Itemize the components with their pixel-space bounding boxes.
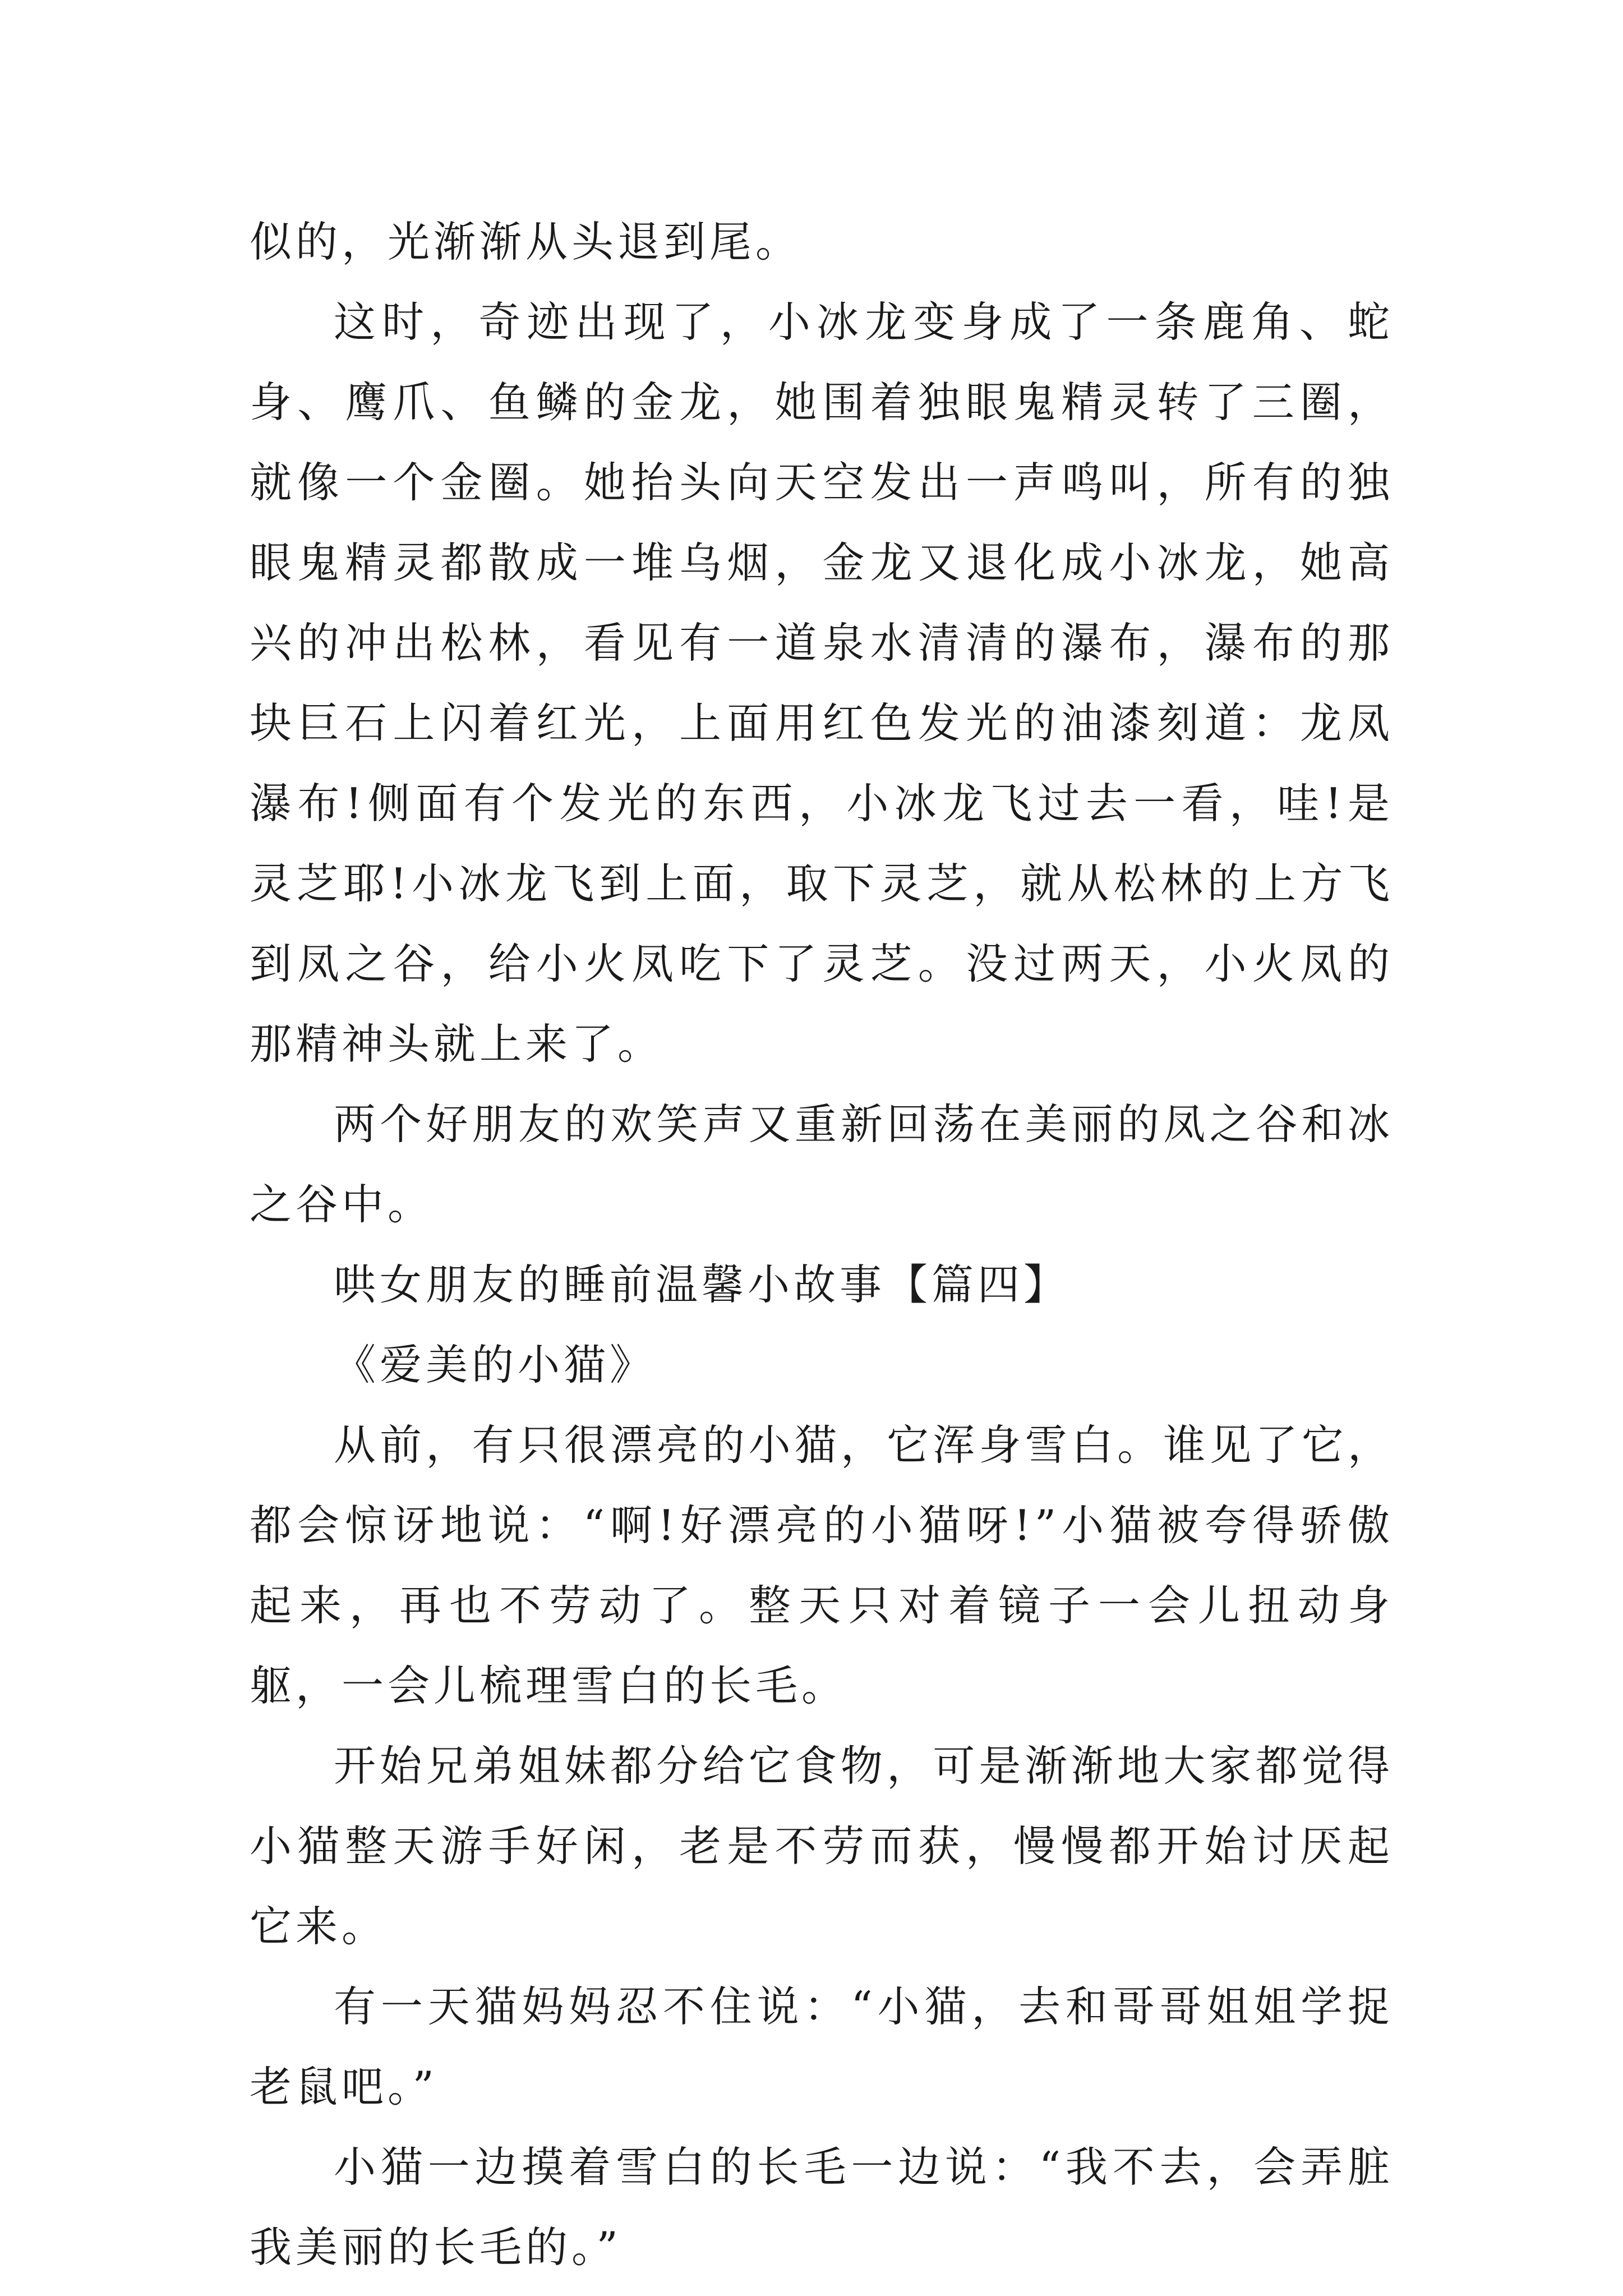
paragraph-siblings: 开始兄弟姐妹都分给它食物，可是渐渐地大家都觉得小猫整天游手好闲，老是不劳而获，慢慢都开始讨厌起它来。	[250, 1741, 1394, 1951]
story-title: 《爱美的小猫》	[334, 1340, 656, 1389]
paragraph-pretty-cat: 从前，有只很漂亮的小猫，它浑身雪白。谁见了它，都会惊讶地说：“啊!好漂亮的小猫呀!”小猫被夸得骄傲起来，再也不劳动了。整天只对着镜子一会儿扭动身躯，一会儿梳理雪白的长毛。	[250, 1420, 1394, 1710]
paragraph-cat-refuses: 小猫一边摸着雪白的长毛一边说：“我不去，会弄脏我美丽的长毛的。”	[250, 2142, 1394, 2272]
paragraph-golden-dragon: 这时，奇迹出现了，小冰龙变身成了一条鹿角、蛇身、鹰爪、鱼鳞的金龙，她围着独眼鬼精灵转了三圈，就像一个金圈。她抬头向天空发出一声鸣叫，所有的独眼鬼精灵都散成一堆乌烟，金龙又退化成小冰龙，她高兴的冲出松林，看见有一道泉水清清的瀑布，瀑布的那块巨石上闪着红光，上面用红色发光的油漆刻道：龙凤瀑布!侧面有个发光的东西，小冰龙飞过去一看，哇!是灵芝耶!小冰龙飞到上面，取下灵芝，就从松林的上方飞到凤之谷，给小火凤吃下了灵芝。没过两天，小火凤的那精神头就上来了。	[250, 297, 1394, 1069]
paragraph-continuation: 似的，光渐渐从头退到尾。	[250, 217, 802, 266]
paragraph-mother-cat: 有一天猫妈妈忍不住说：“小猫，去和哥哥姐姐学捉老鼠吧。”	[250, 1982, 1394, 2111]
body-text	[250, 202, 1394, 2288]
section-heading: 哄女朋友的睡前温馨小故事【篇四】	[334, 1260, 1070, 1309]
paragraph-friends-laughter: 两个好朋友的欢笑声又重新回荡在美丽的凤之谷和冰之谷中。	[250, 1099, 1394, 1229]
